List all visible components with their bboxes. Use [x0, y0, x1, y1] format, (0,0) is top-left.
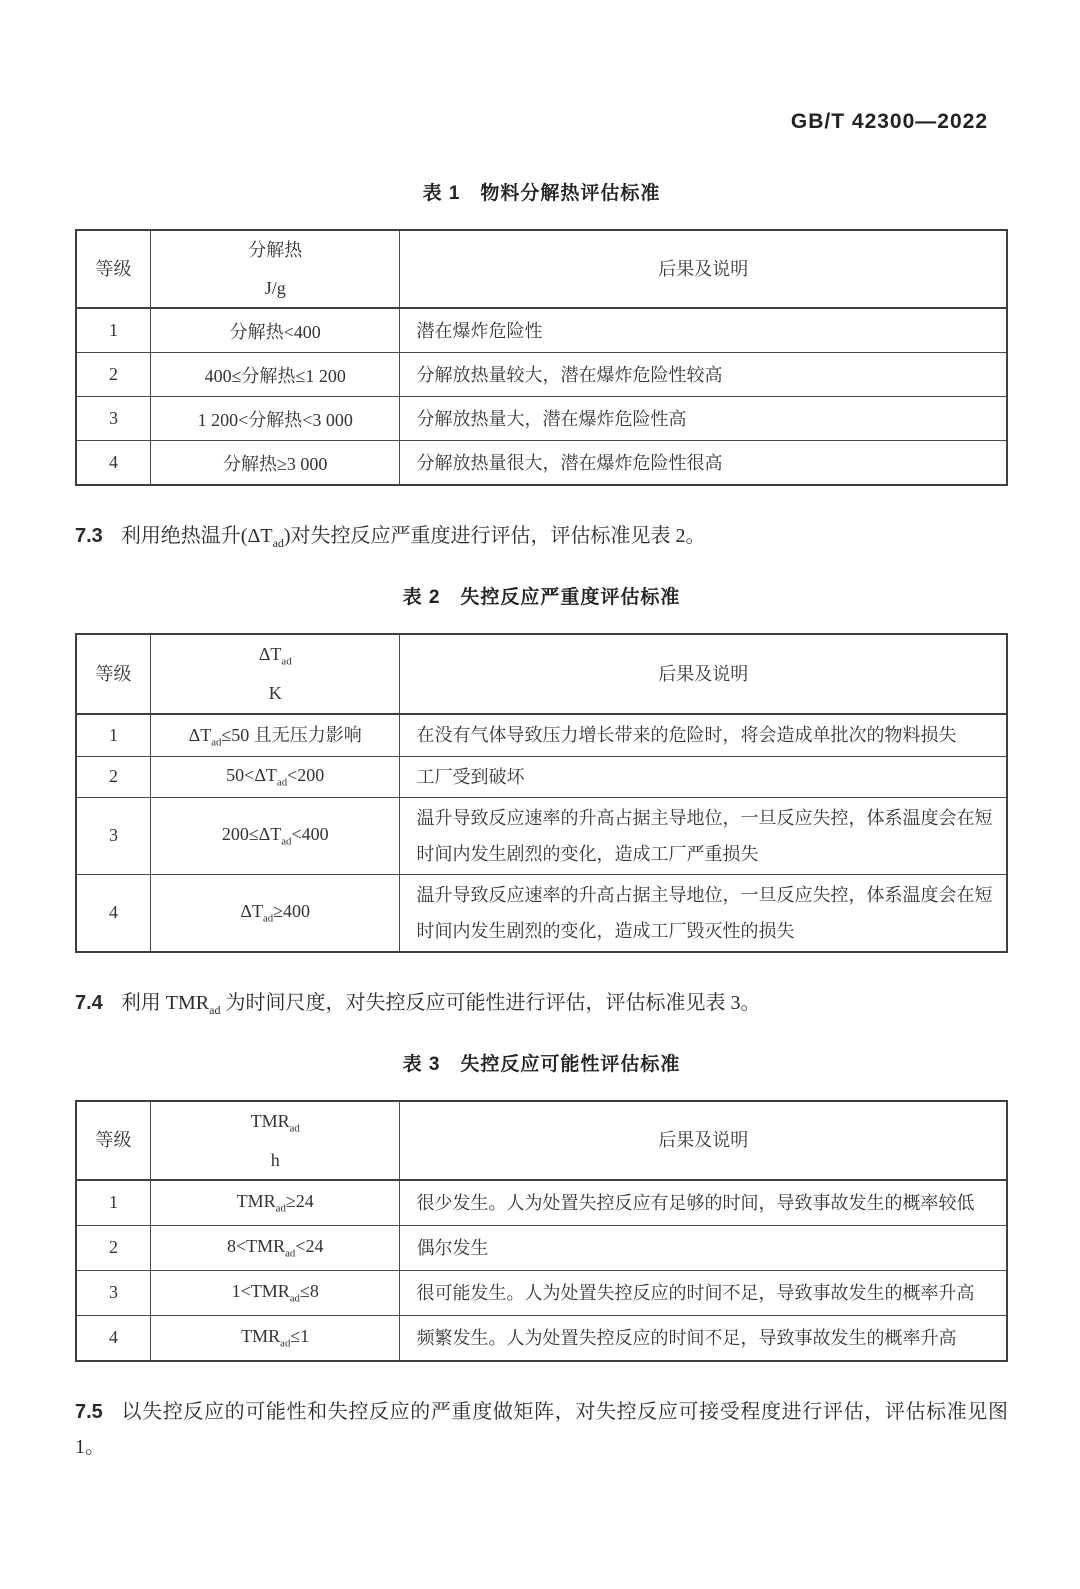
table-row — [76, 441, 1007, 486]
clause-text: 利用 $TMR_{ad}$ 为时间尺度，对失控反应可能性进行评估，评估标准见表 3。 — [120, 991, 761, 1017]
cell-level: 4 — [76, 1315, 150, 1361]
table2-header-row — [76, 634, 1007, 713]
cell-level: 3 — [76, 397, 150, 441]
clause-number: 7.5 — [75, 1400, 103, 1423]
param-name: $\Delta T_{ad}$ — [258, 644, 292, 668]
param-unit: K — [268, 683, 282, 704]
cell-criterion: $8<TMR_{ad}<24$ — [150, 1225, 400, 1270]
table-row — [76, 1180, 1007, 1226]
cell-level: 2 — [76, 353, 150, 397]
table-row — [76, 353, 1007, 397]
table1-header-level: 等级 — [76, 230, 150, 308]
clause-7-3 — [75, 519, 1008, 554]
clause-7-4 — [75, 986, 1008, 1021]
cell-criterion: $\Delta T_{ad}\ge 400$ — [150, 874, 400, 952]
cell-level: 1 — [76, 714, 150, 757]
clause-number: 7.4 — [75, 991, 103, 1014]
cell-consequence: 温升导致反应速率的升高占据主导地位，一旦反应失控，体系温度会在短时间内发生剧烈的变化，造成工厂严重损失 — [400, 797, 1007, 874]
table3-header-row — [76, 1101, 1007, 1180]
table3-title: 表 3 失控反应可能性评估标准 — [402, 1053, 681, 1075]
table-row — [76, 397, 1007, 441]
table-row — [76, 1225, 1007, 1270]
clause-number: 7.3 — [75, 525, 103, 548]
cell-consequence: 分解放热量大，潜在爆炸危险性高 — [400, 397, 1007, 441]
param-unit: J/g — [264, 278, 286, 299]
table-row — [76, 308, 1007, 353]
clause-text: 以失控反应的可能性和失控反应的严重度做矩阵，对失控反应可接受程度进行评估，评估标准见图 1。 — [75, 1400, 1008, 1458]
table2-header-consequence: 后果及说明 — [400, 634, 1007, 713]
table2-header-param — [150, 634, 400, 713]
cell-criterion: $50<\Delta T_{ad}<200$ — [150, 756, 400, 797]
cell-level: 1 — [76, 308, 150, 353]
table1-header-consequence: 后果及说明 — [400, 230, 1007, 308]
cell-consequence: 频繁发生。人为处置失控反应的时间不足，导致事故发生的概率升高 — [400, 1315, 1007, 1361]
table2-severity — [75, 633, 1008, 952]
cell-criterion: $1<TMR_{ad}\le 8$ — [150, 1270, 400, 1315]
table3-header-level: 等级 — [76, 1101, 150, 1180]
cell-level: 4 — [76, 441, 150, 486]
cell-criterion: $\Delta T_{ad}\le 50$ 且无压力影响 — [150, 714, 400, 757]
cell-level: 3 — [76, 797, 150, 874]
cell-consequence: 分解放热量较大，潜在爆炸危险性较高 — [400, 353, 1007, 397]
cell-consequence: 偶尔发生 — [400, 1225, 1007, 1270]
table3-probability — [75, 1100, 1008, 1362]
clause-text: 利用绝热温升$(\Delta T_{ad})$对失控反应严重度进行评估，评估标准见表 2。 — [120, 525, 706, 551]
table-row — [76, 714, 1007, 757]
cell-criterion: $TMR_{ad}\ge 24$ — [150, 1180, 400, 1226]
table1-decomposition-heat — [75, 229, 1008, 486]
param-unit: h — [270, 1149, 280, 1170]
cell-level: 3 — [76, 1270, 150, 1315]
cell-consequence: 在没有气体导致压力增长带来的危险时，将会造成单批次的物料损失 — [400, 714, 1007, 757]
table1-header-param — [150, 230, 400, 308]
cell-level: 2 — [76, 756, 150, 797]
cell-criterion: 分解热≥3 000 — [150, 441, 400, 486]
standard-number: GB/T 42300—2022 — [790, 110, 988, 133]
cell-consequence: 工厂受到破坏 — [400, 756, 1007, 797]
cell-consequence: 温升导致反应速率的升高占据主导地位，一旦反应失控，体系温度会在短时间内发生剧烈的变化，造成工厂毁灭性的损失 — [400, 874, 1007, 952]
cell-level: 1 — [76, 1180, 150, 1226]
table1-title: 表 1 物料分解热评估标准 — [422, 183, 661, 204]
table-row — [76, 797, 1007, 874]
cell-level: 2 — [76, 1225, 150, 1270]
param-name: 分解热 — [248, 240, 303, 260]
cell-criterion: $TMR_{ad}\le 1$ — [150, 1315, 400, 1361]
table-row — [76, 756, 1007, 797]
table-row — [76, 1270, 1007, 1315]
table-row — [76, 1315, 1007, 1361]
cell-criterion: 400≤分解热≤1 200 — [150, 353, 400, 397]
table3-header-consequence: 后果及说明 — [400, 1101, 1007, 1180]
cell-criterion: 分解热<400 — [150, 308, 400, 353]
cell-criterion: 1 200<分解热<3 000 — [150, 397, 400, 441]
cell-consequence: 分解放热量很大，潜在爆炸危险性很高 — [400, 441, 1007, 486]
cell-consequence: 很少发生。人为处置失控反应有足够的时间，导致事故发生的概率较低 — [400, 1180, 1007, 1226]
table2-title: 表 2 失控反应严重度评估标准 — [402, 587, 681, 609]
table-row — [76, 874, 1007, 952]
param-name: $TMR_{ad}$ — [250, 1110, 300, 1135]
table1-header-row — [76, 230, 1007, 308]
cell-criterion: $200\le\Delta T_{ad}<400$ — [150, 797, 400, 874]
table3-header-param — [150, 1101, 400, 1180]
cell-level: 4 — [76, 874, 150, 952]
clause-7-5 — [75, 1395, 1008, 1465]
cell-consequence: 很可能发生。人为处置失控反应的时间不足，导致事故发生的概率升高 — [400, 1270, 1007, 1315]
cell-consequence: 潜在爆炸危险性 — [400, 308, 1007, 353]
table2-header-level: 等级 — [76, 634, 150, 713]
